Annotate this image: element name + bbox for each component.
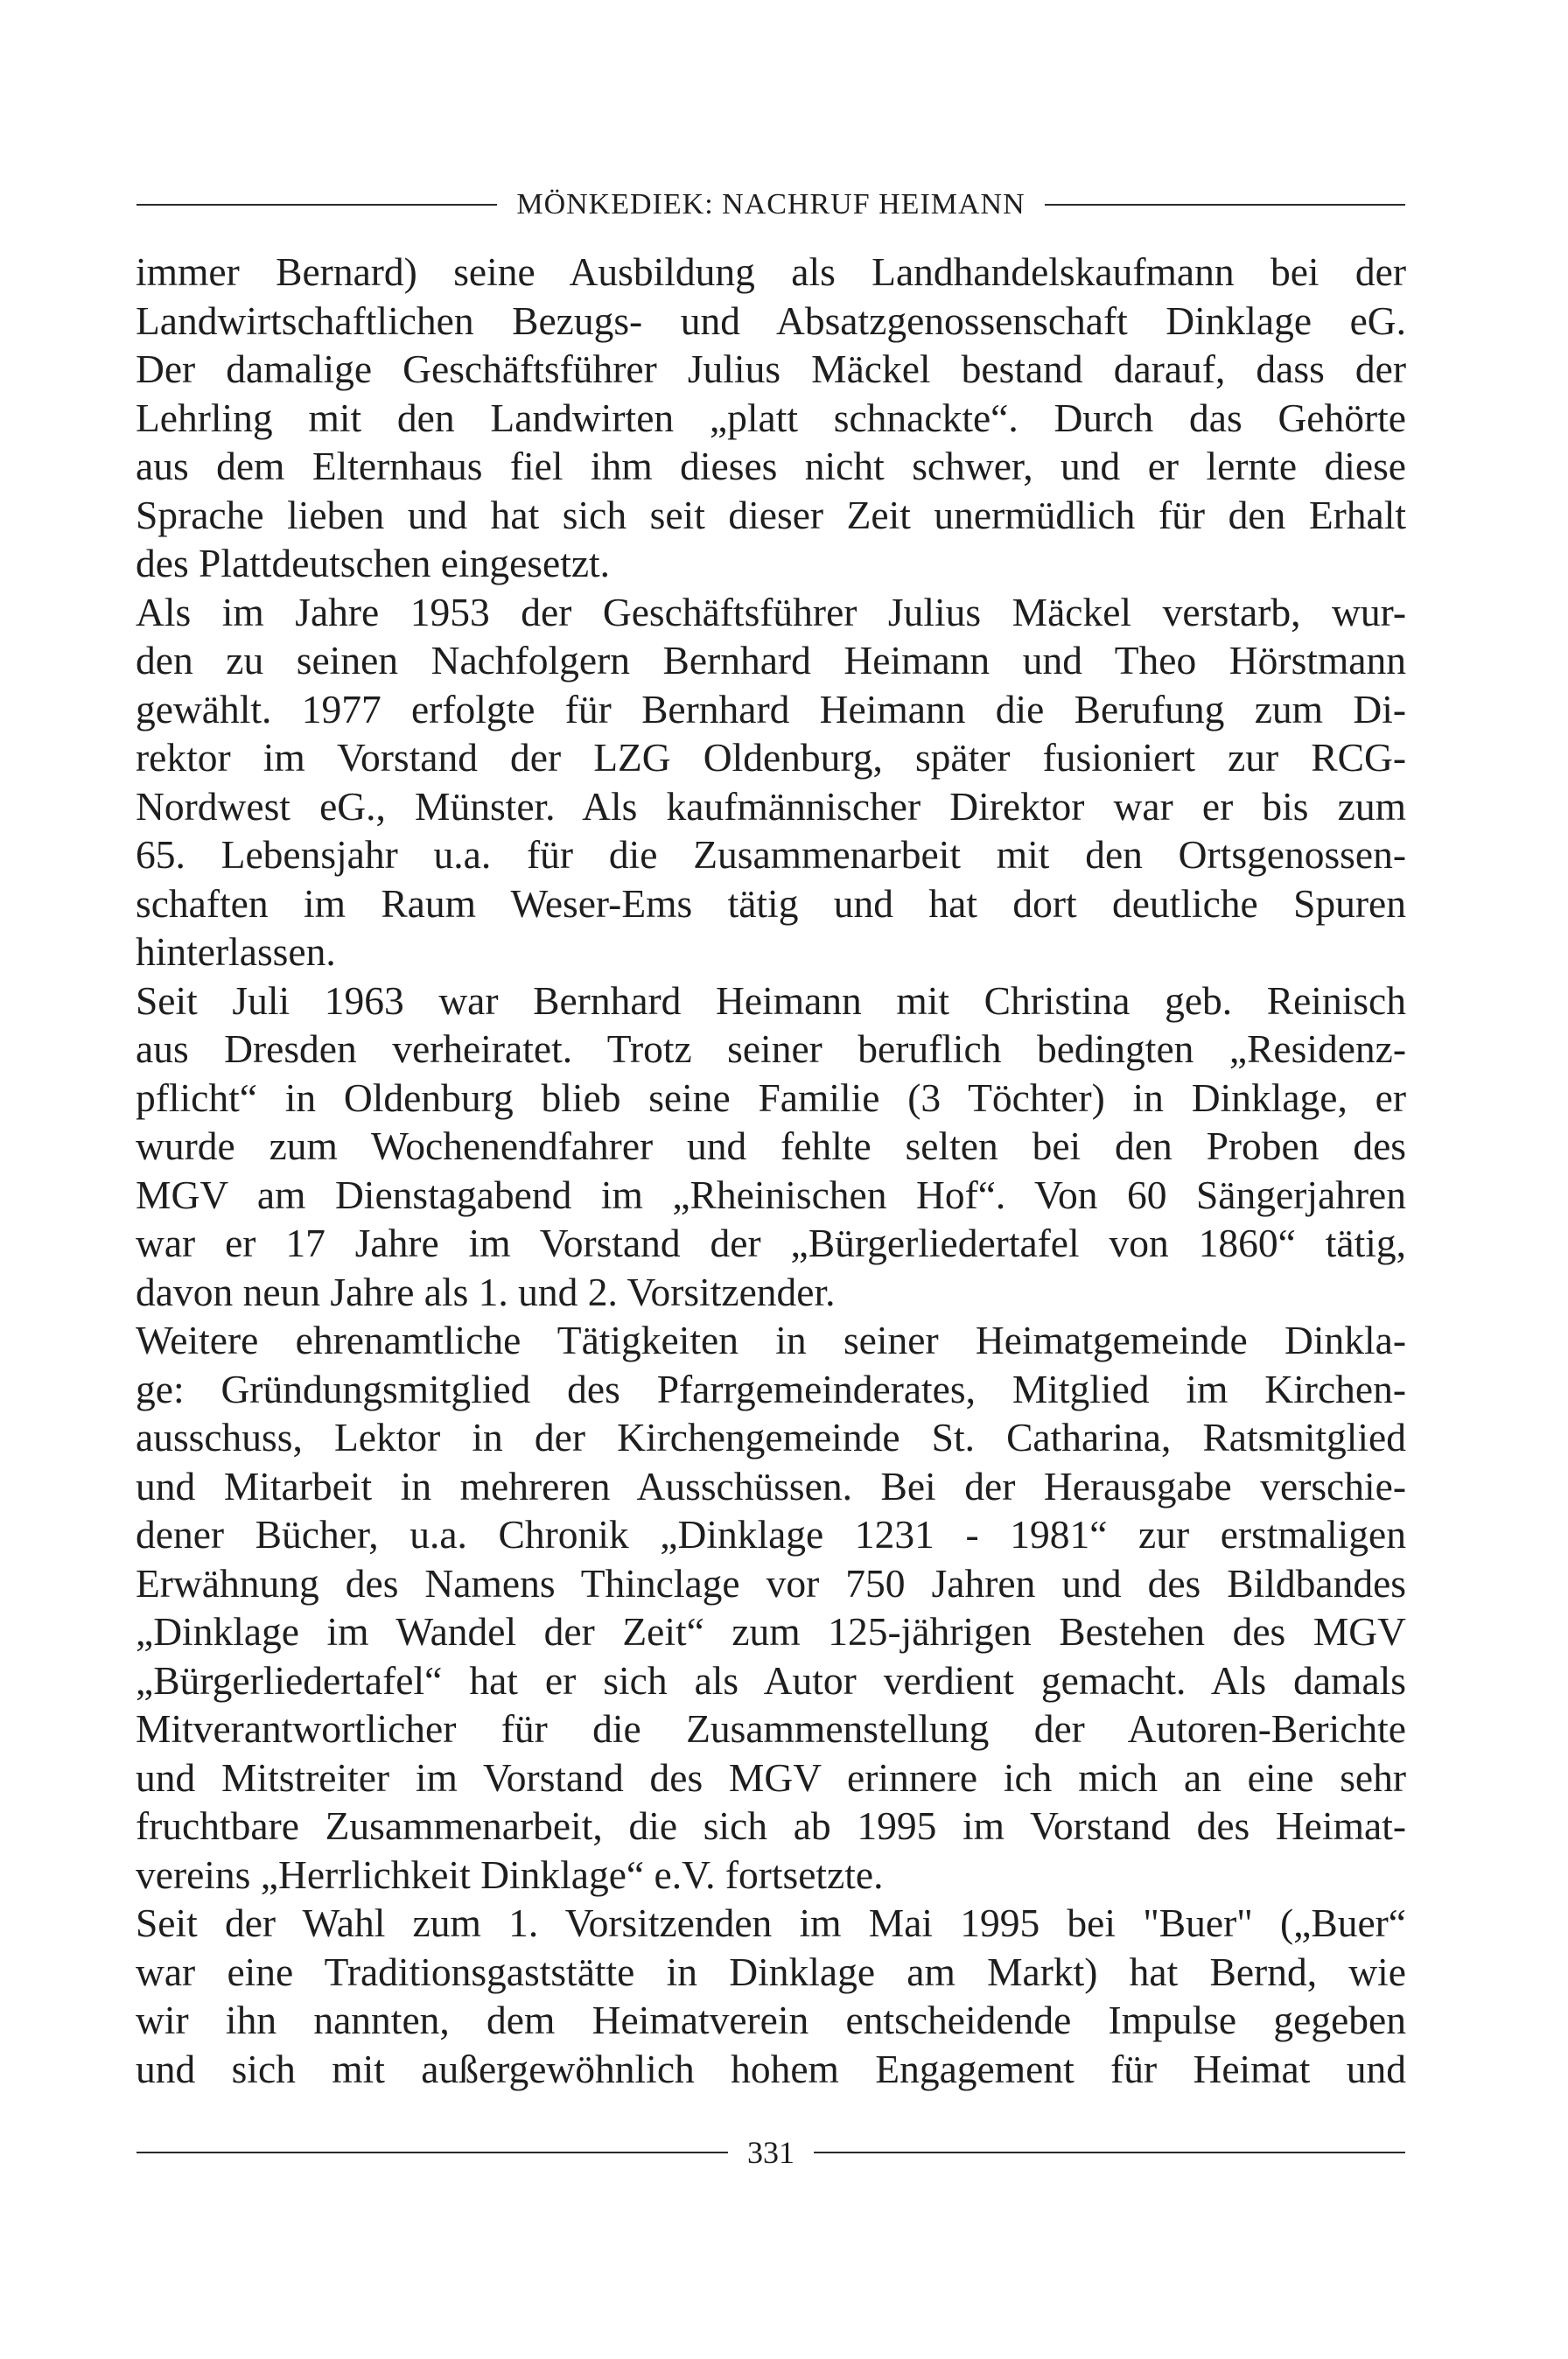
text-line: Mitverantwortlicher für die Zusammenstellung der Autoren-Berichte <box>136 1706 1406 1751</box>
text-line: aus dem Elternhaus fiel ihm dieses nicht schwer, und er lernte diese <box>136 444 1406 488</box>
header-rule-right <box>1045 204 1405 206</box>
text-line: ge: Gründungsmitglied des Pfarrgemeinderates, Mitglied im Kirchen- <box>136 1366 1406 1411</box>
text-line: pflicht“ in Oldenburg blieb seine Familie (3 Töchter) in Dinklage, er <box>136 1074 1406 1120</box>
text-line: dener Bücher, u.a. Chronik „Dinklage 1231 - 1981“ zur erstmaligen <box>136 1512 1406 1557</box>
text-line: Erwähnung des Namens Thinclage vor 750 Jahren und des Bildbandes <box>136 1560 1406 1606</box>
text-line: Seit der Wahl zum 1. Vorsitzenden im Mai 1995 bei "Buer" („Buer“ <box>136 1900 1406 1945</box>
text-line: immer Bernard) seine Ausbildung als Landhandelskaufmann bei der <box>136 249 1406 294</box>
running-header <box>136 180 1405 229</box>
text-line: aus Dresden verheiratet. Trotz seiner beruflich bedingten „Residenz- <box>136 1026 1406 1071</box>
text-line: Landwirtschaftlichen Bezugs- und Absatzgenossenschaft Dinklage eG. <box>136 298 1406 343</box>
running-footer <box>136 2126 1405 2179</box>
header-rule-left <box>136 204 497 206</box>
text-line: und Mitstreiter im Vorstand des MGV erinnere ich mich an eine sehr <box>136 1754 1406 1800</box>
footer-rule-right <box>814 2152 1405 2153</box>
text-line: MGV am Dienstagabend im „Rheinischen Hof“. Von 60 Sängerjahren <box>136 1172 1406 1217</box>
page-number: 331 <box>747 2135 794 2170</box>
text-line: war er 17 Jahre im Vorstand der „Bürgerliedertafel von 1860“ tätig, <box>136 1221 1406 1265</box>
text-line: davon neun Jahre als 1. und 2. Vorsitzender. <box>136 1269 836 1314</box>
text-line: Der damalige Geschäftsführer Julius Mäckel bestand darauf, dass der <box>136 346 1406 391</box>
text-line: ausschuss, Lektor in der Kirchengemeinde St. Catharina, Ratsmitglied <box>136 1415 1406 1460</box>
text-line: gewählt. 1977 erfolgte für Bernhard Heimann die Berufung zum Di- <box>136 686 1406 732</box>
text-line: hinterlassen. <box>136 929 336 974</box>
text-line: rektor im Vorstand der LZG Oldenburg, später fusioniert zur RCG- <box>136 735 1406 780</box>
text-line: den zu seinen Nachfolgern Bernhard Heimann und Theo Hörstmann <box>136 638 1406 682</box>
text-line: Sprache lieben und hat sich seit dieser Zeit unermüdlich für den Erhalt <box>136 492 1406 537</box>
text-line: und sich mit außergewöhnlich hohem Engagement für Heimat und <box>136 2046 1406 2091</box>
text-line: wir ihn nannten, dem Heimatverein entscheidende Impulse gegeben <box>136 1998 1406 2042</box>
text-line: 65. Lebensjahr u.a. für die Zusammenarbeit mit den Ortsgenossen- <box>136 832 1406 877</box>
body-text <box>136 248 1406 2093</box>
header-title: MÖNKEDIEK: NACHRUF HEIMANN <box>516 188 1026 220</box>
text-line: schaften im Raum Weser-Ems tätig und hat dort deutliche Spuren <box>136 880 1406 926</box>
text-line: „Dinklage im Wandel der Zeit“ zum 125-jährigen Bestehen des MGV <box>136 1609 1406 1654</box>
text-line: Weitere ehrenamtliche Tätigkeiten in seiner Heimatgemeinde Dinkla- <box>136 1318 1406 1362</box>
text-line: Seit Juli 1963 war Bernhard Heimann mit Christina geb. Reinisch <box>136 977 1406 1023</box>
text-line: des Plattdeutschen eingesetzt. <box>136 541 611 585</box>
text-line: fruchtbare Zusammenarbeit, die sich ab 1995 im Vorstand des Heimat- <box>136 1803 1406 1848</box>
text-line: Als im Jahre 1953 der Geschäftsführer Julius Mäckel verstarb, wur- <box>136 589 1406 634</box>
footer-rule-left <box>136 2152 728 2153</box>
text-line: wurde zum Wochenendfahrer und fehlte selten bei den Proben des <box>136 1124 1406 1168</box>
text-line: Nordwest eG., Münster. Als kaufmännischer Direktor war er bis zum <box>136 783 1406 829</box>
text-line: Lehrling mit den Landwirten „platt schnackte“. Durch das Gehörte <box>136 395 1406 440</box>
text-line: vereins „Herrlichkeit Dinklage“ e.V. fortsetzte. <box>136 1852 884 1897</box>
text-line: „Bürgerliedertafel“ hat er sich als Autor verdient gemacht. Als damals <box>136 1657 1406 1703</box>
text-line: war eine Traditionsgaststätte in Dinklage am Markt) hat Bernd, wie <box>136 1949 1406 1994</box>
text-line: und Mitarbeit in mehreren Ausschüssen. Bei der Herausgabe verschie- <box>136 1463 1406 1508</box>
